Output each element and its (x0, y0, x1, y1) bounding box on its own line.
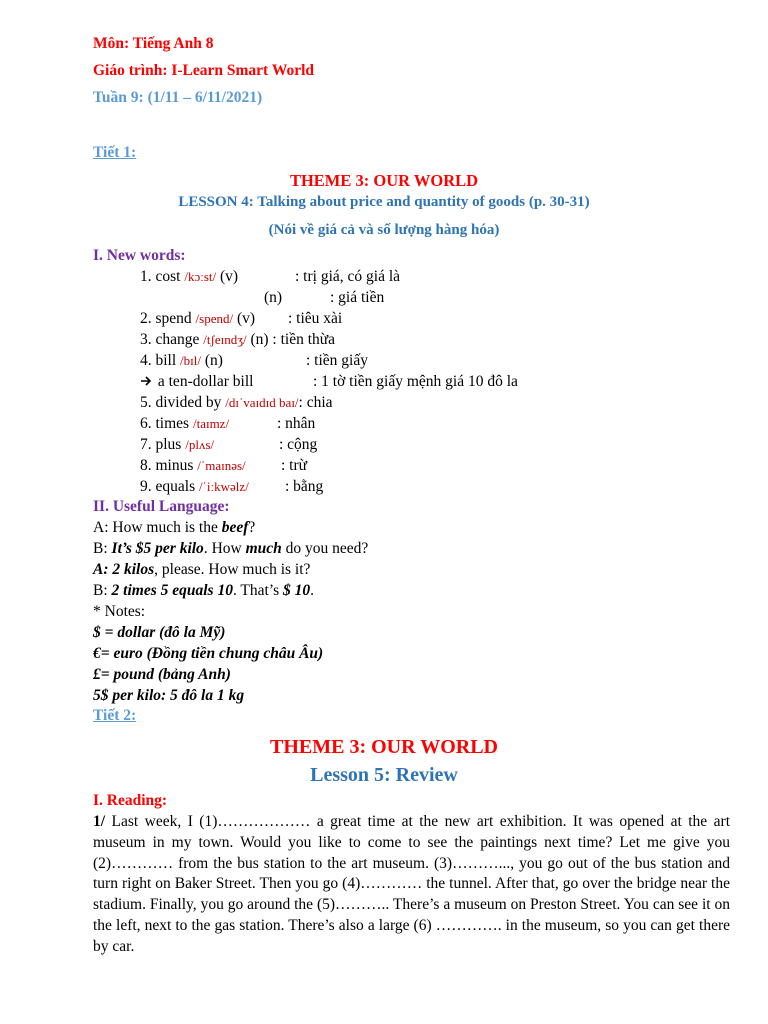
word-number: 2. (140, 310, 152, 327)
word-term: a ten-dollar bill (157, 373, 254, 390)
word-ipa: /bɪl/ (180, 353, 201, 368)
word-meaning: : bằng (285, 478, 324, 495)
word-pos: (n) (204, 352, 223, 369)
word-ipa: /taɪmz/ (192, 416, 230, 431)
paragraph-number: 1/ (93, 813, 106, 830)
word-number: 6. (140, 415, 152, 432)
word-pos: (n) (250, 331, 269, 348)
word-term: cost (155, 268, 181, 285)
word-number: 4. (140, 352, 152, 369)
word-term: minus (155, 457, 194, 474)
subject-line: Môn: Tiếng Anh 8 (93, 35, 214, 52)
word-meaning: : 1 tờ tiền giấy mệnh giá 10 đô la (313, 373, 518, 390)
dialogue-line: B: It’s $5 per kilo. How much do you need? (93, 540, 369, 557)
word-pos: (n) (264, 289, 283, 306)
word-number: 5. (140, 394, 152, 411)
word-term: divided by (155, 394, 222, 411)
reading-heading: I. Reading: (93, 792, 168, 809)
theme-heading-2: THEME 3: OUR WORLD (270, 736, 498, 758)
word-ipa: /plʌs/ (185, 437, 215, 452)
notes-label: * Notes: (93, 603, 146, 620)
word-number: 3. (140, 331, 152, 348)
new-words-heading: I. New words: (93, 247, 186, 264)
word-pos: (v) (220, 268, 239, 285)
period1-label: Tiết 1: (93, 144, 137, 161)
lesson-subtitle-1: (Nói về giá cả và số lượng hàng hóa) (268, 222, 500, 238)
word-ipa: /ˈiːkwəlz/ (198, 479, 249, 494)
word-number: 8. (140, 457, 152, 474)
word-term: change (155, 331, 200, 348)
week-line: Tuần 9: (1/11 – 6/11/2021) (93, 89, 263, 106)
word-row (140, 394, 333, 412)
paragraph-text: Last week, I (1)……………… a great time at the new art exhibition. It was opened at the art museum in my town. Would you like to come to see the paintings next time? Let me give you (2)………… from the bus station to the art museum. (3)………..., you go out of the bus station and turn right on Baker Street. Then you go (4)………… the tunnel. After that, go over the bridge near the stadium. Finally, you go around the (5)……….. There’s a museum on Preston Street. You can see it on the left, next to the gas station. There’s also a large (6) …………. in the museum, so you can get there by car. (93, 813, 730, 955)
word-meaning: : tiền thừa (272, 331, 336, 348)
word-row (140, 268, 238, 286)
word-term: equals (155, 478, 196, 495)
word-ipa: /tʃeɪndʒ/ (203, 332, 247, 347)
word-meaning: : chia (298, 394, 333, 411)
reading-paragraph (93, 812, 730, 958)
note-item: €= euro (Đồng tiền chung châu Âu) (93, 645, 324, 662)
word-meaning: : nhân (277, 415, 316, 432)
word-ipa: /dɪˈvaɪdɪd baɪ/ (225, 395, 299, 410)
word-row (140, 457, 246, 475)
dialogue-line: A: 2 kilos, please. How much is it? (93, 561, 311, 578)
word-number: 7. (140, 436, 152, 453)
word-row (140, 310, 255, 328)
note-item: 5$ per kilo: 5 đô la 1 kg (93, 687, 245, 704)
word-number: 9. (140, 478, 152, 495)
word-meaning: : giá tiền (330, 289, 385, 306)
dialogue-line: B: 2 times 5 equals 10. That’s $ 10. (93, 582, 315, 599)
lesson-heading-2: Lesson 5: Review (310, 764, 458, 786)
word-meaning: : trừ (281, 457, 308, 474)
note-item: $ = dollar (đô la Mỹ) (93, 624, 226, 641)
word-row (140, 415, 229, 433)
note-item: £= pound (bảng Anh) (93, 666, 231, 683)
word-ipa: /ˈmaɪnəs/ (197, 458, 246, 473)
word-number: 1. (140, 268, 152, 285)
word-row (140, 331, 335, 349)
word-meaning: : tiêu xài (288, 310, 343, 327)
word-meaning: : trị giá, có giá là (295, 268, 401, 285)
word-row (140, 478, 249, 496)
word-row (140, 373, 253, 391)
word-ipa: /spend/ (195, 311, 234, 326)
word-row (140, 436, 214, 454)
word-term: bill (155, 352, 177, 369)
textbook-line: Giáo trình: I-Learn Smart World (93, 62, 315, 79)
theme-heading-1: THEME 3: OUR WORLD (289, 171, 479, 190)
word-ipa: /kɔːst/ (184, 269, 217, 284)
dialogue-line: A: How much is the beef? (93, 519, 256, 536)
period2-label: Tiết 2: (93, 707, 137, 724)
lesson-heading-1: LESSON 4: Talking about price and quantity of goods (p. 30-31) (178, 194, 590, 210)
word-term: plus (155, 436, 182, 453)
word-row (140, 352, 223, 370)
right-arrow-icon (140, 373, 154, 391)
word-term: times (155, 415, 190, 432)
word-meaning: : tiền giấy (306, 352, 368, 369)
word-term: spend (155, 310, 192, 327)
word-meaning: : cộng (279, 436, 318, 453)
word-pos: (v) (236, 310, 256, 327)
useful-language-heading: II. Useful Language: (93, 498, 230, 515)
